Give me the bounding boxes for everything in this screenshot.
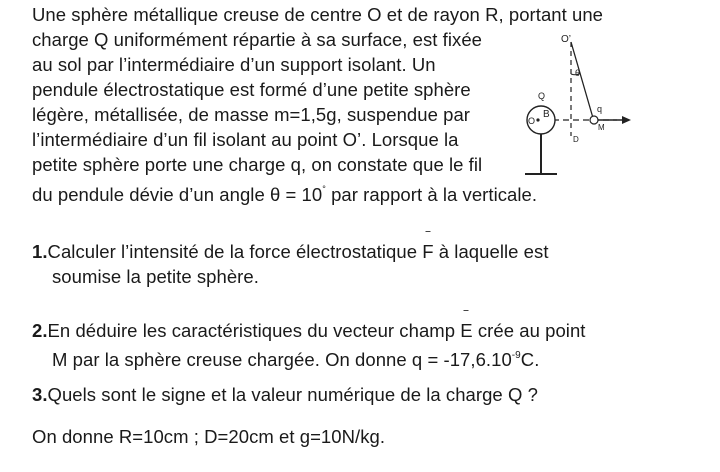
question-text: En déduire les caractéristiques du vecteur champ [47,320,461,341]
b-label: B [543,109,550,120]
given-data: On donne R=10cm ; D=20cm et g=10N/kg. [32,426,386,447]
charge-q-label: Q [538,91,546,101]
question-text: Calculer l’intensité de la force électrostatique [47,241,423,262]
question-2-line-1 [32,318,585,343]
question-text: M par la sphère creuse chargée. On donne q = -17,6.10 [52,349,512,370]
force-arrowhead [622,116,631,124]
question-1-line-2: soumise la petite sphère. [52,266,259,287]
intro-line: petite sphère porte une charge q, on constate que le fil [32,154,483,175]
intro-line: au sol par l’intermédiaire d’un support isolant. Un [32,54,436,75]
center-o-label: O [528,116,536,126]
o-prime-label: O’ [561,34,571,45]
distance-d-label: D [573,135,579,144]
field-vector-symbol: E [460,320,473,341]
question-1-line-1 [32,239,549,264]
question-number: 1. [32,241,48,262]
question-3-line [32,382,538,407]
question-2 [32,318,585,368]
question-text: Quels sont le signe et la valeur numérique de la charge Q ? [47,384,538,405]
theta-label: θ [575,68,581,78]
question-2-line-2 [32,343,585,368]
exponent: -9 [511,350,521,361]
question-text-end: à laquelle est [433,241,549,262]
angle-text-end: par rapport à la verticale. [325,184,538,205]
center-point [536,118,539,121]
intro-line: légère, métallisée, de masse m=1,5g, suspendue par [32,104,471,125]
pendulum-figure [505,28,645,178]
question-number: 3. [32,384,48,405]
intro-line: Une sphère métallique creuse de centre O et de rayon R, portant une [32,4,604,25]
question-number: 2. [32,320,48,341]
intro-line: charge Q uniformément répartie à sa surface, est fixée [32,29,482,50]
question-text-end: C. [520,349,540,370]
intro-line: l’intermédiaire d’un fil isolant au point O’. Lorsque la [32,129,459,150]
degree-symbol: ° [322,184,326,194]
small-sphere [590,116,598,124]
q-label: q [597,104,603,114]
pendulum-string [571,42,593,118]
m-label: M [598,123,605,132]
question-1 [32,239,549,289]
intro-line-angle [32,177,603,205]
question-text-end: crée au point [472,320,586,341]
question-3 [32,382,538,407]
force-vector-symbol: F [422,241,434,262]
intro-line: pendule électrostatique est formé d’une petite sphère [32,79,471,100]
angle-text: du pendule dévie d’un angle θ = 10 [32,184,323,205]
